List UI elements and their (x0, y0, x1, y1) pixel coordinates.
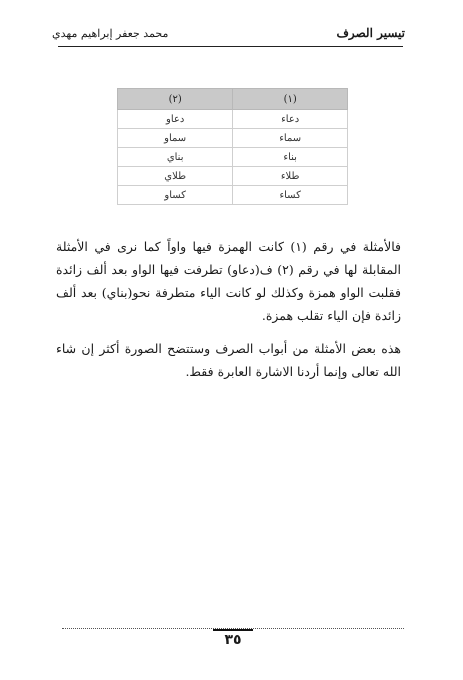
table-cell: سماء (233, 129, 348, 148)
column-header-1: (١) (233, 89, 348, 110)
table-cell: بناي (118, 148, 233, 167)
header-divider (58, 46, 403, 47)
running-header-title: تيسير الصرف (336, 26, 405, 40)
table-header-row (118, 89, 348, 110)
table-cell: بناء (233, 148, 348, 167)
table-cell: دعاء (233, 110, 348, 129)
table-row (118, 110, 348, 129)
table-cell: كساو (118, 186, 233, 205)
table-cell: سماو (118, 129, 233, 148)
table-row (118, 129, 348, 148)
examples-table (117, 88, 348, 205)
table-cell: طلاء (233, 167, 348, 186)
table-cell: طلاي (118, 167, 233, 186)
running-header-author: محمد جعفر إبراهيم مهدي (52, 27, 169, 40)
table-cell: كساء (233, 186, 348, 205)
column-header-2: (٢) (118, 89, 233, 110)
body-paragraph-1: فالأمثلة في رقم (١) كانت الهمزة فيها واواً كما نرى في الأمثلة المقابلة لها في رقم (٢) ف(دعاو) تطرفت فيها الواو بعد ألف زائدة فقلبت الواو همزة وكذلك لو كانت الياء متطرفة نحو(بناي) بعد ألف زائدة فإن الياء تقلب همزة. (56, 238, 401, 323)
body-paragraph-2: هذه بعض الأمثلة من أبواب الصرف وستتضح الصورة أكثر إن شاء الله تعالى وإنما أردنا الاشارة العابرة فقط. (56, 340, 401, 379)
table-row (118, 148, 348, 167)
table-row (118, 167, 348, 186)
page-number: ٣٥ (213, 629, 253, 648)
table-cell: دعاو (118, 110, 233, 129)
table-row (118, 186, 348, 205)
